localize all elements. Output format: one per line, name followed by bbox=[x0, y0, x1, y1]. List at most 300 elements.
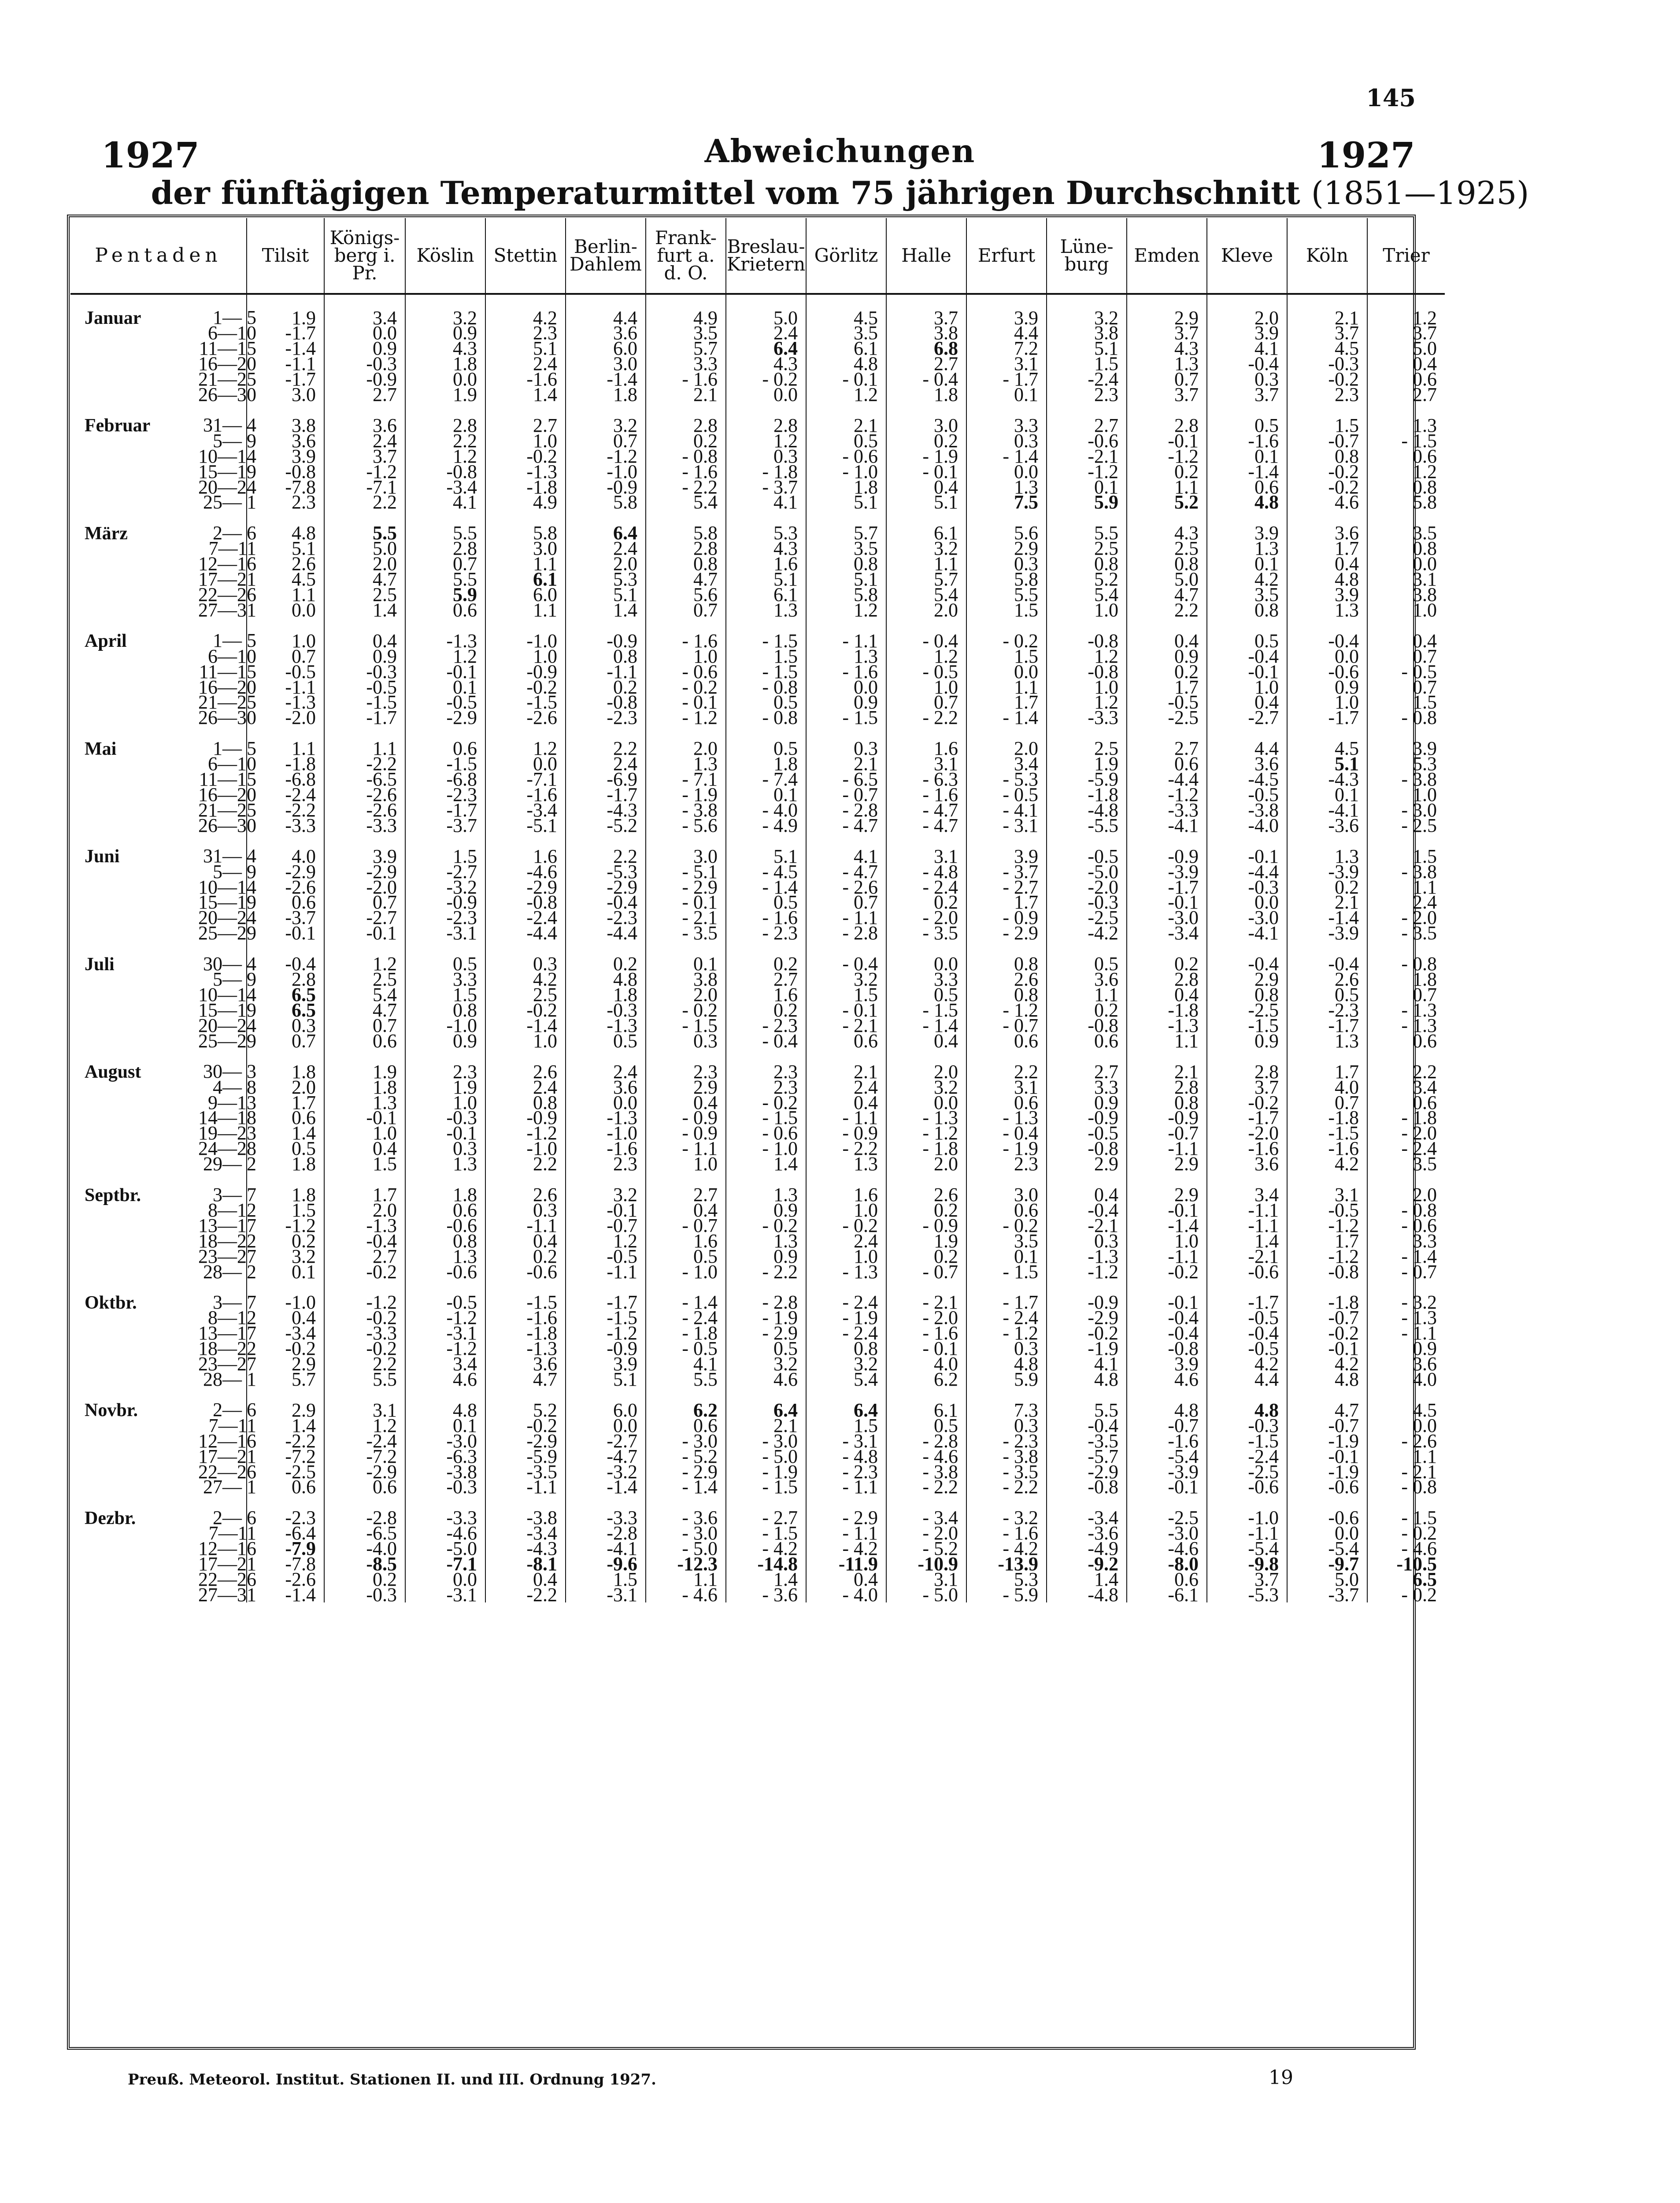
pentad-label: 27—31 bbox=[198, 599, 256, 621]
value-cell: - 4.2 bbox=[966, 1541, 1047, 1557]
value-cell: - 1.4 bbox=[646, 1295, 726, 1310]
month-label: Januar bbox=[85, 308, 141, 328]
pentad-label: 25— 1 bbox=[203, 491, 256, 513]
month-label: Oktbr. bbox=[85, 1292, 137, 1313]
value-cell: - 1.3 bbox=[1401, 1307, 1437, 1329]
row-label bbox=[70, 1584, 256, 1606]
value-cell: -2.4 bbox=[1207, 1449, 1287, 1464]
value-cell: - 1.5 bbox=[646, 1018, 726, 1033]
value-cell: - 1.9 bbox=[886, 449, 966, 464]
value-cell: - 0.8 bbox=[726, 710, 806, 726]
value-cell: 1.8 bbox=[726, 757, 806, 772]
value-cell: 6.4 bbox=[726, 341, 806, 356]
value-cell: 3.3 bbox=[646, 356, 726, 372]
value-cell: 4.8 bbox=[247, 526, 324, 541]
value-cell: - 1.5 bbox=[726, 1110, 806, 1126]
value-cell: -3.4 bbox=[405, 479, 485, 495]
value-cell: - 4.2 bbox=[726, 1541, 806, 1557]
value-cell: 0.8 bbox=[1413, 538, 1437, 560]
col-header-station: Königs-berg i. Pr. bbox=[324, 218, 405, 294]
value-cell: 4.2 bbox=[485, 972, 566, 987]
value-cell: -1.1 bbox=[485, 1218, 566, 1233]
value-cell: 1.5 bbox=[806, 1418, 886, 1433]
value-cell: -1.3 bbox=[405, 633, 485, 649]
table-row bbox=[70, 1264, 1445, 1280]
value-cell: -2.2 bbox=[485, 1587, 566, 1602]
value-cell: 3.3 bbox=[1047, 1079, 1127, 1095]
value-cell: -1.6 bbox=[1287, 1141, 1367, 1157]
month-label: Juli bbox=[85, 954, 115, 975]
value-cell: -4.1 bbox=[1207, 926, 1287, 941]
value-cell: -7.1 bbox=[485, 772, 566, 787]
value-cell: -1.3 bbox=[1127, 1018, 1207, 1033]
value-cell: 1.3 bbox=[646, 757, 726, 772]
value-cell: 0.6 bbox=[966, 1203, 1047, 1218]
value-cell: -3.3 bbox=[1047, 710, 1127, 726]
value-cell: - 2.2 bbox=[726, 1264, 806, 1280]
value-cell: 0.3 bbox=[726, 449, 806, 464]
value-cell: 0.7 bbox=[646, 602, 726, 618]
col-header-station: Emden bbox=[1127, 218, 1207, 294]
table-row bbox=[70, 310, 1445, 326]
value-cell: -0.6 bbox=[405, 1264, 485, 1280]
value-cell: 0.5 bbox=[806, 433, 886, 449]
value-cell: 0.4 bbox=[247, 1310, 324, 1326]
value-cell: 6.5 bbox=[1413, 1568, 1437, 1590]
value-cell: 0.1 bbox=[405, 679, 485, 695]
value-cell: - 1.2 bbox=[966, 1326, 1047, 1341]
value-cell: 1.2 bbox=[726, 433, 806, 449]
value-cell: -1.6 bbox=[485, 1310, 566, 1326]
value-cell: - 2.2 bbox=[966, 1480, 1047, 1495]
value-cell: 2.3 bbox=[726, 1064, 806, 1079]
value-cell: 2.0 bbox=[1413, 1184, 1437, 1206]
value-cell: -0.2 bbox=[1287, 464, 1367, 479]
row-label bbox=[70, 1030, 256, 1052]
value-cell: 0.0 bbox=[966, 664, 1047, 679]
value-cell: -3.6 bbox=[1287, 818, 1367, 833]
value-cell: -0.2 bbox=[485, 1418, 566, 1433]
table-row bbox=[70, 495, 1445, 510]
value-cell: 3.8 bbox=[247, 418, 324, 433]
table-row bbox=[70, 802, 1445, 818]
value-cell: 4.3 bbox=[726, 356, 806, 372]
value-cell: -0.1 bbox=[1207, 664, 1287, 679]
value-cell: 2.7 bbox=[886, 356, 966, 372]
value-cell: 4.8 bbox=[1287, 1372, 1367, 1387]
col-header-station: Erfurt bbox=[966, 218, 1047, 294]
value-cell: 2.9 bbox=[247, 1357, 324, 1372]
value-cell: 2.6 bbox=[485, 1187, 566, 1203]
value-cell: - 0.1 bbox=[806, 372, 886, 387]
value-cell: 0.4 bbox=[646, 1095, 726, 1110]
value-cell: 3.6 bbox=[1047, 972, 1127, 987]
value-cell: - 2.9 bbox=[806, 1510, 886, 1526]
value-cell: -0.3 bbox=[1287, 356, 1367, 372]
value-cell: 6.1 bbox=[806, 341, 886, 356]
value-cell: 0.7 bbox=[247, 1033, 324, 1049]
row-label bbox=[70, 1368, 256, 1390]
value-cell: 0.7 bbox=[1413, 645, 1437, 667]
table-row bbox=[70, 1433, 1445, 1449]
table-row bbox=[70, 1033, 1445, 1049]
value-cell: 5.0 bbox=[324, 541, 405, 556]
value-cell: 0.2 bbox=[1127, 664, 1207, 679]
value-cell: -3.1 bbox=[405, 1587, 485, 1602]
col-header-station: Breslau-Krietern bbox=[726, 218, 806, 294]
table-row bbox=[70, 341, 1445, 356]
value-cell: - 1.6 bbox=[726, 910, 806, 926]
value-cell: 0.7 bbox=[324, 895, 405, 910]
value-cell: -2.7 bbox=[566, 1433, 646, 1449]
pentad-label: 26—30 bbox=[198, 707, 256, 729]
value-cell: 2.1 bbox=[1287, 895, 1367, 910]
table-row bbox=[70, 1372, 1445, 1387]
spacer-row bbox=[70, 1495, 1445, 1510]
value-cell: - 0.7 bbox=[1401, 1261, 1437, 1283]
value-cell: -3.4 bbox=[485, 1526, 566, 1541]
value-cell: 5.1 bbox=[726, 572, 806, 587]
value-cell: -1.4 bbox=[247, 1587, 324, 1602]
value-cell: -6.8 bbox=[247, 772, 324, 787]
value-cell: 0.6 bbox=[966, 1033, 1047, 1049]
value-cell: 0.4 bbox=[485, 1233, 566, 1249]
value-cell: -5.5 bbox=[1047, 818, 1127, 833]
value-cell: 1.6 bbox=[485, 849, 566, 864]
value-cell: - 5.0 bbox=[726, 1449, 806, 1464]
value-cell: -9.6 bbox=[566, 1557, 646, 1572]
value-cell: 2.2 bbox=[1127, 602, 1207, 618]
value-cell: -4.9 bbox=[1047, 1541, 1127, 1557]
value-cell: -0.1 bbox=[324, 926, 405, 941]
value-cell: 4.2 bbox=[1207, 1357, 1287, 1372]
value-cell: -0.9 bbox=[1047, 1110, 1127, 1126]
value-cell: 4.2 bbox=[1287, 1357, 1367, 1372]
value-cell: -0.6 bbox=[1287, 1510, 1367, 1526]
value-cell: -4.7 bbox=[566, 1449, 646, 1464]
value-cell: -1.2 bbox=[324, 464, 405, 479]
value-cell: 1.2 bbox=[324, 957, 405, 972]
value-cell: 3.7 bbox=[1127, 326, 1207, 341]
value-cell: 1.0 bbox=[1207, 679, 1287, 695]
value-cell: -1.8 bbox=[485, 479, 566, 495]
value-cell: -2.9 bbox=[324, 1464, 405, 1480]
value-cell: 5.1 bbox=[566, 1372, 646, 1387]
value-cell: 0.5 bbox=[405, 957, 485, 972]
col-header-station: Lüne-burg bbox=[1047, 218, 1127, 294]
value-cell: -0.8 bbox=[1047, 1141, 1127, 1157]
value-cell: 5.4 bbox=[1047, 587, 1127, 603]
value-cell: 3.1 bbox=[886, 849, 966, 864]
value-cell: - 1.5 bbox=[966, 1264, 1047, 1280]
value-cell: 4.0 bbox=[1287, 1079, 1367, 1095]
pentad-label: 16—20 bbox=[198, 353, 256, 375]
value-cell: -0.8 bbox=[405, 464, 485, 479]
value-cell: -4.4 bbox=[485, 926, 566, 941]
value-cell: 1.4 bbox=[324, 602, 405, 618]
value-cell: 0.1 bbox=[247, 1264, 324, 1280]
table-row bbox=[70, 1233, 1445, 1249]
value-cell: 4.7 bbox=[485, 1372, 566, 1387]
value-cell: - 1.4 bbox=[726, 879, 806, 895]
value-cell: 0.4 bbox=[1413, 630, 1437, 652]
value-cell: - 3.6 bbox=[646, 1510, 726, 1526]
value-cell: -2.5 bbox=[1047, 910, 1127, 926]
value-cell: -1.0 bbox=[247, 1295, 324, 1310]
value-cell: 2.1 bbox=[806, 757, 886, 772]
value-cell: -1.0 bbox=[485, 1141, 566, 1157]
value-cell: 6.5 bbox=[247, 1003, 324, 1018]
value-cell: 3.2 bbox=[1047, 310, 1127, 326]
value-cell: -1.4 bbox=[566, 372, 646, 387]
value-cell: 0.0 bbox=[806, 679, 886, 695]
value-cell: 1.1 bbox=[1413, 876, 1437, 898]
value-cell: 3.9 bbox=[966, 849, 1047, 864]
value-cell: -1.7 bbox=[566, 787, 646, 803]
value-cell: 1.6 bbox=[806, 1187, 886, 1203]
value-cell: 0.2 bbox=[886, 1249, 966, 1264]
value-cell: 5.1 bbox=[247, 541, 324, 556]
pentad-label: 7—11 bbox=[208, 1414, 256, 1436]
value-cell: 1.5 bbox=[1047, 356, 1127, 372]
value-cell: - 1.4 bbox=[646, 1480, 726, 1495]
value-cell: -2.5 bbox=[247, 1464, 324, 1480]
value-cell: - 1.8 bbox=[886, 1141, 966, 1157]
value-cell: 3.8 bbox=[1413, 584, 1437, 606]
value-cell: 0.9 bbox=[405, 1033, 485, 1049]
value-cell: -0.4 bbox=[1287, 633, 1367, 649]
value-cell: 6.1 bbox=[485, 572, 566, 587]
value-cell: 0.6 bbox=[405, 741, 485, 757]
value-cell: 6.2 bbox=[646, 1402, 726, 1418]
value-cell: - 4.7 bbox=[886, 818, 966, 833]
value-cell: 0.9 bbox=[726, 1203, 806, 1218]
col-header-station: Stettin bbox=[485, 218, 566, 294]
value-cell: - 5.2 bbox=[886, 1541, 966, 1557]
value-cell: - 1.6 bbox=[646, 372, 726, 387]
value-cell: - 0.1 bbox=[886, 1341, 966, 1357]
value-cell: 0.8 bbox=[485, 1095, 566, 1110]
value-cell: 3.9 bbox=[1287, 587, 1367, 603]
value-cell: -2.9 bbox=[485, 1433, 566, 1449]
value-cell: 0.6 bbox=[806, 1033, 886, 1049]
value-cell: 0.2 bbox=[1127, 957, 1207, 972]
month-label: Februar bbox=[85, 415, 151, 436]
table-row bbox=[70, 1141, 1445, 1157]
value-cell: 1.6 bbox=[726, 987, 806, 1003]
value-cell: 6.4 bbox=[726, 1402, 806, 1418]
value-cell: -2.1 bbox=[1207, 1249, 1287, 1264]
value-cell: - 2.3 bbox=[726, 1018, 806, 1033]
value-cell: 5.7 bbox=[646, 341, 726, 356]
pentad-label: 2— 6 bbox=[213, 1506, 256, 1528]
value-cell: - 4.6 bbox=[1401, 1538, 1437, 1560]
value-cell: 0.0 bbox=[886, 1095, 966, 1110]
value-cell: 2.8 bbox=[405, 541, 485, 556]
row-label bbox=[70, 707, 256, 729]
value-cell: - 0.7 bbox=[966, 1018, 1047, 1033]
value-cell: - 1.1 bbox=[806, 1526, 886, 1541]
value-cell: - 2.2 bbox=[806, 1141, 886, 1157]
value-cell: 4.8 bbox=[566, 972, 646, 987]
value-cell: 0.5 bbox=[726, 741, 806, 757]
value-cell: 6.0 bbox=[566, 1402, 646, 1418]
pentad-label: 24—28 bbox=[198, 1138, 256, 1160]
value-cell: -0.3 bbox=[1047, 895, 1127, 910]
value-cell: 0.2 bbox=[726, 957, 806, 972]
col-header-station: Halle bbox=[886, 218, 966, 294]
value-cell: -1.1 bbox=[1207, 1526, 1287, 1541]
value-cell: -0.1 bbox=[1127, 895, 1207, 910]
value-cell: - 4.8 bbox=[886, 864, 966, 879]
value-cell: -4.1 bbox=[1127, 818, 1207, 833]
value-cell: -2.6 bbox=[324, 802, 405, 818]
value-cell: - 1.8 bbox=[1401, 1107, 1437, 1129]
value-cell: -2.6 bbox=[247, 1572, 324, 1587]
value-cell: 2.8 bbox=[1207, 1064, 1287, 1079]
value-cell: -3.5 bbox=[1047, 1433, 1127, 1449]
value-cell: -0.8 bbox=[566, 695, 646, 710]
value-cell: - 2.5 bbox=[1401, 814, 1437, 836]
value-cell: -2.0 bbox=[1207, 1126, 1287, 1141]
value-cell: - 6.5 bbox=[806, 772, 886, 787]
value-cell: 0.8 bbox=[1127, 1095, 1207, 1110]
value-cell: 5.8 bbox=[485, 526, 566, 541]
value-cell: -0.2 bbox=[1287, 372, 1367, 387]
value-cell: - 0.2 bbox=[726, 1095, 806, 1110]
value-cell: -0.7 bbox=[1287, 1418, 1367, 1433]
value-cell: -2.5 bbox=[1127, 710, 1207, 726]
value-cell: -4.3 bbox=[566, 802, 646, 818]
value-cell: -3.3 bbox=[566, 1510, 646, 1526]
value-cell: -8.0 bbox=[1127, 1557, 1207, 1572]
value-cell: - 3.6 bbox=[726, 1587, 806, 1602]
value-cell: -0.8 bbox=[1047, 633, 1127, 649]
value-cell: 0.9 bbox=[806, 695, 886, 710]
value-cell: 1.3 bbox=[1207, 541, 1287, 556]
value-cell: - 1.1 bbox=[806, 910, 886, 926]
value-cell: -1.7 bbox=[247, 326, 324, 341]
value-cell: 2.1 bbox=[806, 1064, 886, 1079]
spacer-row bbox=[70, 726, 1445, 741]
value-cell: -0.7 bbox=[566, 1218, 646, 1233]
table-row bbox=[70, 1295, 1445, 1310]
value-cell: 0.8 bbox=[405, 1233, 485, 1249]
value-cell: -3.3 bbox=[247, 818, 324, 833]
value-cell: 3.9 bbox=[1207, 326, 1287, 341]
value-cell: 1.0 bbox=[1127, 1233, 1207, 1249]
value-cell: 5.1 bbox=[726, 849, 806, 864]
value-cell: 2.0 bbox=[247, 1079, 324, 1095]
value-cell: -5.3 bbox=[1207, 1587, 1287, 1602]
value-cell: 4.2 bbox=[1207, 572, 1287, 587]
value-cell: -7.9 bbox=[247, 1541, 324, 1557]
value-cell: 3.6 bbox=[324, 418, 405, 433]
pentad-label: 13—17 bbox=[198, 1322, 256, 1344]
value-cell: - 1.8 bbox=[726, 464, 806, 479]
value-cell: -0.5 bbox=[405, 1295, 485, 1310]
value-cell: 1.9 bbox=[324, 1064, 405, 1079]
table-row bbox=[70, 926, 1445, 941]
value-cell: - 1.6 bbox=[806, 664, 886, 679]
spacer-row bbox=[70, 402, 1445, 418]
row-label bbox=[70, 1153, 256, 1175]
value-cell: 2.5 bbox=[1127, 541, 1207, 556]
table-row bbox=[70, 1557, 1445, 1572]
value-cell: 0.9 bbox=[324, 649, 405, 664]
value-cell: 0.0 bbox=[247, 602, 324, 618]
value-cell: 4.6 bbox=[405, 1372, 485, 1387]
value-cell: 6.1 bbox=[726, 587, 806, 603]
value-cell: -0.7 bbox=[1287, 1310, 1367, 1326]
value-cell: - 0.2 bbox=[966, 1218, 1047, 1233]
value-cell: -0.8 bbox=[1047, 1480, 1127, 1495]
value-cell: 4.8 bbox=[1207, 495, 1287, 510]
value-cell: 0.8 bbox=[806, 556, 886, 572]
pentad-label: 16—20 bbox=[198, 784, 256, 806]
pentad-label: 30— 4 bbox=[203, 953, 256, 975]
value-cell: 1.8 bbox=[566, 387, 646, 403]
value-cell: - 1.8 bbox=[646, 1326, 726, 1341]
value-cell: 5.5 bbox=[324, 1372, 405, 1387]
value-cell: - 4.7 bbox=[886, 802, 966, 818]
value-cell: - 1.9 bbox=[726, 1464, 806, 1480]
value-cell: 0.8 bbox=[646, 556, 726, 572]
value-cell: 2.4 bbox=[726, 326, 806, 341]
value-cell: 2.1 bbox=[726, 1418, 806, 1433]
value-cell: 0.5 bbox=[566, 1033, 646, 1049]
value-cell: 1.3 bbox=[1287, 1033, 1367, 1049]
value-cell: -2.8 bbox=[566, 1526, 646, 1541]
value-cell: - 2.7 bbox=[726, 1510, 806, 1526]
value-cell: -0.5 bbox=[1207, 1341, 1287, 1357]
value-cell: 5.5 bbox=[405, 526, 485, 541]
value-cell: 0.0 bbox=[485, 757, 566, 772]
value-cell: 1.0 bbox=[485, 649, 566, 664]
value-cell: 2.9 bbox=[1047, 1157, 1127, 1172]
value-cell: -2.1 bbox=[1047, 449, 1127, 464]
value-cell: - 7.1 bbox=[646, 772, 726, 787]
value-cell: 2.5 bbox=[485, 987, 566, 1003]
value-cell: -0.2 bbox=[1287, 1326, 1367, 1341]
pentad-label: 28— 1 bbox=[203, 1368, 256, 1390]
value-cell: - 0.6 bbox=[1401, 1214, 1437, 1236]
value-cell: 2.0 bbox=[324, 1203, 405, 1218]
value-cell: 1.5 bbox=[966, 602, 1047, 618]
table-row bbox=[70, 372, 1445, 387]
value-cell: 1.3 bbox=[966, 479, 1047, 495]
value-cell: -0.5 bbox=[1047, 849, 1127, 864]
value-cell: 3.6 bbox=[247, 433, 324, 449]
value-cell: 2.5 bbox=[1047, 741, 1127, 757]
pentad-label: 17—21 bbox=[198, 1445, 256, 1467]
value-cell: 4.6 bbox=[1287, 495, 1367, 510]
pentad-label: 2— 6 bbox=[213, 522, 256, 544]
value-cell: -1.3 bbox=[566, 1018, 646, 1033]
value-cell: 0.5 bbox=[646, 1249, 726, 1264]
value-cell: 6.4 bbox=[806, 1402, 886, 1418]
value-cell: - 0.5 bbox=[886, 664, 966, 679]
value-cell: 2.8 bbox=[1127, 972, 1207, 987]
value-cell: - 2.4 bbox=[1401, 1138, 1437, 1160]
value-cell: -0.4 bbox=[566, 895, 646, 910]
value-cell: 0.9 bbox=[726, 1249, 806, 1264]
value-cell: 0.5 bbox=[726, 1341, 806, 1357]
value-cell: 5.8 bbox=[806, 587, 886, 603]
value-cell: 2.9 bbox=[1207, 972, 1287, 987]
value-cell: 3.2 bbox=[806, 972, 886, 987]
value-cell: 1.0 bbox=[1413, 784, 1437, 806]
